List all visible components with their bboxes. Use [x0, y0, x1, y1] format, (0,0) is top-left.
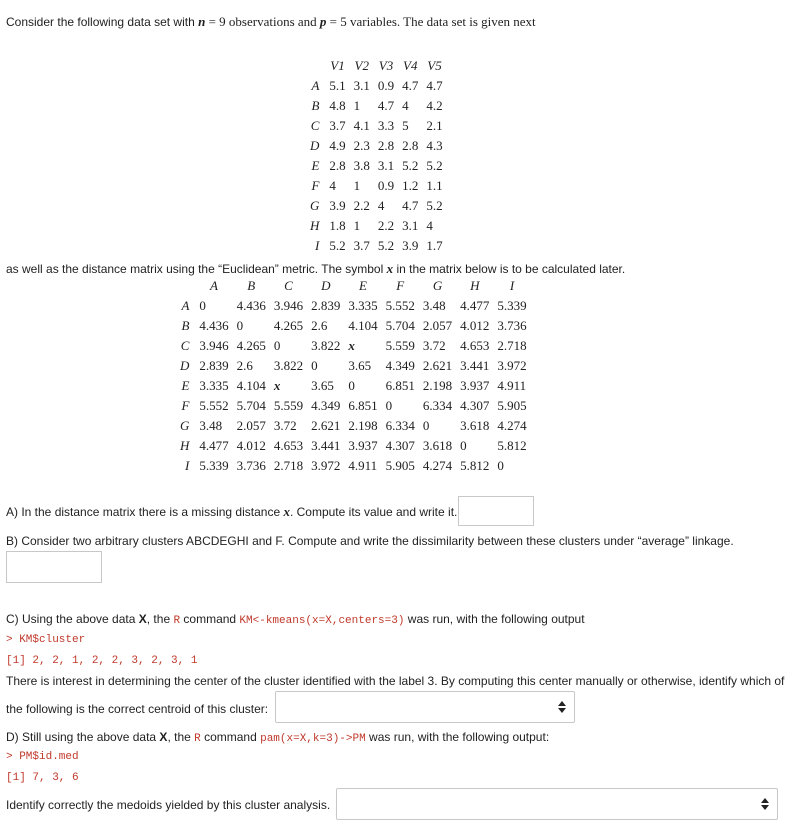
distance-cell: 5.559: [273, 398, 304, 413]
dataset-cell: 1.8: [329, 218, 346, 233]
dataset-column-header: V5: [427, 58, 442, 73]
distance-column-header: I: [509, 278, 515, 293]
dataset-row-label: I: [315, 238, 320, 253]
distance-cell: 2.6: [236, 358, 253, 373]
distance-cell: 3.946: [273, 298, 304, 313]
distance-row-label: A: [181, 298, 190, 313]
distance-column-header: G: [432, 278, 443, 293]
distance-row: [176, 336, 531, 356]
distance-cell: 4.265: [236, 338, 266, 353]
dataset-cell: 1: [353, 98, 361, 113]
dataset-cell: 4.1: [353, 118, 370, 133]
dataset-cell: 1: [353, 218, 361, 233]
dataset-row-label: H: [310, 218, 320, 233]
dataset-cell: 4.7: [377, 98, 395, 113]
distance-cell: 4.274: [497, 418, 527, 433]
distance-column-header: A: [210, 278, 218, 293]
distance-row-label: G: [180, 418, 190, 433]
dataset-row: [306, 136, 447, 156]
dataset-column-header: V1: [330, 58, 345, 73]
question-d-text: D) Still using the above data X, the R command pam(x=X,k=3)->PM was run, with the following output:: [6, 730, 550, 745]
dataset-cell: 1: [353, 178, 361, 193]
distance-cell: 5.552: [385, 298, 415, 313]
distance-cell: 4.911: [497, 378, 527, 393]
distance-cell: 3.72: [422, 338, 446, 353]
distance-matrix: [176, 276, 531, 476]
dataset-cell: 2.8: [377, 138, 395, 153]
distance-cell: 3.48: [422, 298, 446, 313]
question-c-code: KM<-kmeans(x=X,centers=3): [239, 615, 405, 627]
distance-cell: 4.349: [385, 358, 415, 373]
question-c-description-2: the following is the correct centroid of this cluster:: [6, 702, 269, 716]
distance-row-label: F: [181, 398, 190, 413]
dataset-row-label: F: [311, 178, 320, 193]
distance-row-label: I: [185, 458, 190, 473]
dataset-cell: 5: [402, 118, 409, 133]
distance-row: [176, 456, 531, 476]
distance-cell: 3.822: [273, 358, 304, 373]
distance-cell: 4.477: [460, 298, 490, 313]
dataset-cell: 4.7: [402, 78, 419, 93]
dataset-cell: 4.3: [426, 138, 443, 153]
distance-column-header: B: [247, 278, 256, 293]
select-arrows-icon: [761, 797, 769, 811]
distance-cell: 5.812: [460, 458, 490, 473]
dataset-cell: 4: [402, 98, 409, 113]
distance-cell: 4.349: [311, 398, 341, 413]
dataset-cell: 3.7: [353, 238, 370, 253]
question-c-output-command: > KM$cluster: [6, 634, 86, 646]
distance-cell: 2.6: [311, 318, 328, 333]
distance-row: [176, 376, 531, 396]
distance-cell: 4.911: [348, 458, 378, 473]
dataset-column-header: V2: [354, 58, 369, 73]
distance-cell: 2.839: [311, 298, 341, 313]
dataset-column-header: V3: [378, 58, 394, 73]
distance-cell: 3.72: [273, 418, 297, 433]
distance-cell: 6.334: [422, 398, 453, 413]
dataset-cell: 3.3: [377, 118, 395, 133]
distance-row: [176, 316, 531, 336]
dataset-cell: 3.7: [329, 118, 346, 133]
distance-cell: 0: [460, 438, 467, 453]
dataset-cell: 3.1: [377, 158, 395, 173]
distance-cell: 0: [273, 338, 281, 353]
dataset-cell: 2.8: [329, 158, 346, 173]
distance-cell: 5.704: [236, 398, 266, 413]
distance-cell: 3.48: [199, 418, 223, 433]
distance-column-header: E: [359, 278, 367, 293]
dataset-cell: 5.2: [377, 238, 395, 253]
distance-cell: 6.851: [348, 398, 378, 413]
dataset-row-label: E: [311, 158, 320, 173]
distance-row: [176, 296, 531, 316]
distance-cell: 2.057: [422, 318, 453, 333]
dataset-cell: 4: [377, 198, 385, 213]
question-c-output-result: [1] 2, 2, 1, 2, 2, 3, 2, 3, 1: [6, 655, 198, 667]
distance-cell: 0: [199, 298, 206, 313]
distance-row: [176, 436, 531, 456]
distance-row-label: H: [180, 438, 190, 453]
question-b-text: B) Consider two arbitrary clusters ABCDEGHI and F. Compute and write the dissimilarity between these clusters under “average” linkage.: [6, 534, 734, 548]
dataset-row: [306, 196, 447, 216]
question-d-output-command: > PM$id.med: [6, 751, 79, 763]
distance-cell: 5.905: [385, 458, 415, 473]
dataset-cell: 5.2: [402, 158, 419, 173]
distance-cell: 3.937: [348, 438, 378, 453]
distance-cell: 6.851: [385, 378, 415, 393]
distance-cell: 4.436: [236, 298, 266, 313]
dataset-cell: 4: [329, 178, 336, 193]
dataset-cell: 3.9: [329, 198, 346, 213]
distance-cell: 4.012: [460, 318, 490, 333]
dataset-cell: 4.7: [402, 198, 419, 213]
distance-cell: 0: [422, 418, 430, 433]
dataset-cell: 5.2: [329, 238, 346, 253]
distance-row-label: D: [180, 358, 190, 373]
distance-cell: 5.339: [199, 458, 229, 473]
dataset-row-label: D: [310, 138, 320, 153]
distance-cell: 5.704: [385, 318, 415, 333]
distance-cell: 3.618: [460, 418, 490, 433]
distance-cell: 3.65: [348, 358, 372, 373]
question-c-description-1: There is interest in determining the center of the cluster identified with the label 3. By computing this center manually or otherwise, identify which of: [6, 674, 785, 688]
question-d-output-result: [1] 7, 3, 6: [6, 772, 79, 784]
question-d-medoids-select[interactable]: [336, 788, 778, 820]
distance-cell: 0: [497, 458, 504, 473]
distance-cell: 3.972: [497, 358, 527, 373]
question-a-text: A) In the distance matrix there is a missing distance x. Compute its value and write it.: [6, 504, 458, 519]
distance-cell: 3.736: [497, 318, 527, 333]
distance-cell: 4.436: [199, 318, 229, 333]
dataset-row: [306, 156, 447, 176]
distance-cell: 3.736: [236, 458, 266, 473]
dataset-row: [306, 176, 447, 196]
dataset-cell: 3.9: [402, 238, 419, 253]
dataset-cell: 5.1: [329, 78, 346, 93]
dataset-cell: 0.9: [377, 78, 395, 93]
dataset-cell: 3.1: [402, 218, 419, 233]
distance-row: [176, 416, 531, 436]
distance-cell: 3.441: [460, 358, 490, 373]
dataset-cell: 2.2: [377, 218, 395, 233]
distance-cell: 4.307: [460, 398, 490, 413]
distance-cell: 4.274: [422, 458, 453, 473]
distance-cell: 5.339: [497, 298, 527, 313]
distance-cell: 0: [385, 398, 393, 413]
distance-column-header: H: [470, 278, 480, 293]
dataset-cell: 3.8: [353, 158, 370, 173]
distance-row: [176, 356, 531, 376]
distance-cell: 2.621: [422, 358, 453, 373]
dataset-cell: 1.1: [426, 178, 443, 193]
distance-cell: 5.552: [199, 398, 229, 413]
distance-row: [176, 396, 531, 416]
question-c-centroid-select[interactable]: [275, 691, 575, 723]
distance-row-label: B: [181, 318, 190, 333]
distance-column-header: C: [284, 278, 293, 293]
dataset-cell: 2.8: [402, 138, 419, 153]
dataset-table: [306, 56, 447, 256]
distance-cell: 4.012: [236, 438, 266, 453]
dataset-cell: 4: [426, 218, 433, 233]
dataset-cell: 2.2: [353, 198, 370, 213]
distance-row-label: C: [180, 338, 190, 353]
distance-cell: 4.653: [460, 338, 490, 353]
dataset-row-label: B: [311, 98, 320, 113]
question-b-answer-input[interactable]: [6, 551, 102, 583]
distance-cell: 3.65: [311, 378, 334, 393]
distance-cell: 3.972: [311, 458, 341, 473]
distance-cell: 3.335: [348, 298, 378, 313]
distance-cell: 2.718: [497, 338, 527, 353]
distance-cell: 3.822: [311, 338, 341, 353]
dataset-column-header: V4: [403, 58, 418, 73]
distance-cell: 0: [236, 318, 244, 333]
distance-missing-cell: x: [348, 338, 355, 353]
distance-cell: 4.653: [273, 438, 304, 453]
distance-cell: 4.104: [348, 318, 378, 333]
distance-column-header: F: [396, 278, 405, 293]
distance-cell: 3.946: [199, 338, 229, 353]
dataset-row: [306, 96, 447, 116]
dataset-row: [306, 76, 447, 96]
dataset-cell: 1.2: [402, 178, 419, 193]
question-c-text: C) Using the above data X, the R command KM<-kmeans(x=X,centers=3) was run, with the following output: [6, 612, 585, 627]
distance-cell: 2.198: [422, 378, 453, 393]
dataset-cell: 3.1: [353, 78, 370, 93]
dataset-row-label: A: [311, 78, 320, 93]
question-d-code: pam(x=X,k=3)->PM: [260, 733, 366, 745]
distance-cell: 3.937: [460, 378, 490, 393]
distance-cell: 0: [348, 378, 355, 393]
dataset-cell: 4.8: [329, 98, 346, 113]
dataset-cell: 5.2: [426, 158, 443, 173]
dataset-cell: 4.9: [329, 138, 346, 153]
distance-cell: 3.618: [422, 438, 453, 453]
dataset-row: [306, 116, 447, 136]
dataset-cell: 2.1: [426, 118, 443, 133]
distance-cell: 3.335: [199, 378, 229, 393]
distance-cell: 6.334: [385, 418, 415, 433]
dataset-row-label: C: [310, 118, 320, 133]
distance-cell: 4.265: [273, 318, 304, 333]
distance-cell: 5.905: [497, 398, 527, 413]
distance-intro-text: as well as the distance matrix using the “Euclidean” metric. The symbol x in the matrix below is to be calculated later.: [6, 261, 626, 276]
distance-cell: 3.441: [311, 438, 341, 453]
distance-cell: 2.198: [348, 418, 378, 433]
distance-row-label: E: [181, 378, 190, 393]
dataset-cell: 1.7: [426, 238, 443, 253]
distance-cell: 2.057: [236, 418, 266, 433]
distance-cell: 5.812: [497, 438, 527, 453]
distance-cell: 0: [311, 358, 318, 373]
distance-cell: 2.839: [199, 358, 229, 373]
distance-cell: 2.718: [273, 458, 304, 473]
select-arrows-icon: [558, 700, 566, 714]
dataset-row: [306, 236, 447, 256]
dataset-cell: 4.2: [426, 98, 443, 113]
distance-cell: 2.621: [311, 418, 341, 433]
dataset-cell: 2.3: [353, 138, 370, 153]
dataset-row-label: G: [310, 198, 320, 213]
question-d-description: Identify correctly the medoids yielded by this cluster analysis.: [6, 798, 331, 812]
distance-cell: 4.104: [236, 378, 266, 393]
intro-text: Consider the following data set with n = 9 observations and p = 5 variables. The data set is given next: [6, 14, 536, 29]
question-a-answer-input[interactable]: [458, 496, 534, 526]
dataset-row: [306, 216, 447, 236]
dataset-cell: 4.7: [426, 78, 443, 93]
distance-cell: 4.307: [385, 438, 415, 453]
distance-cell: 5.559: [385, 338, 415, 353]
distance-cell: 4.477: [199, 438, 229, 453]
distance-column-header: D: [321, 278, 331, 293]
distance-missing-cell: x: [273, 378, 281, 393]
dataset-cell: 0.9: [377, 178, 395, 193]
dataset-cell: 5.2: [426, 198, 443, 213]
